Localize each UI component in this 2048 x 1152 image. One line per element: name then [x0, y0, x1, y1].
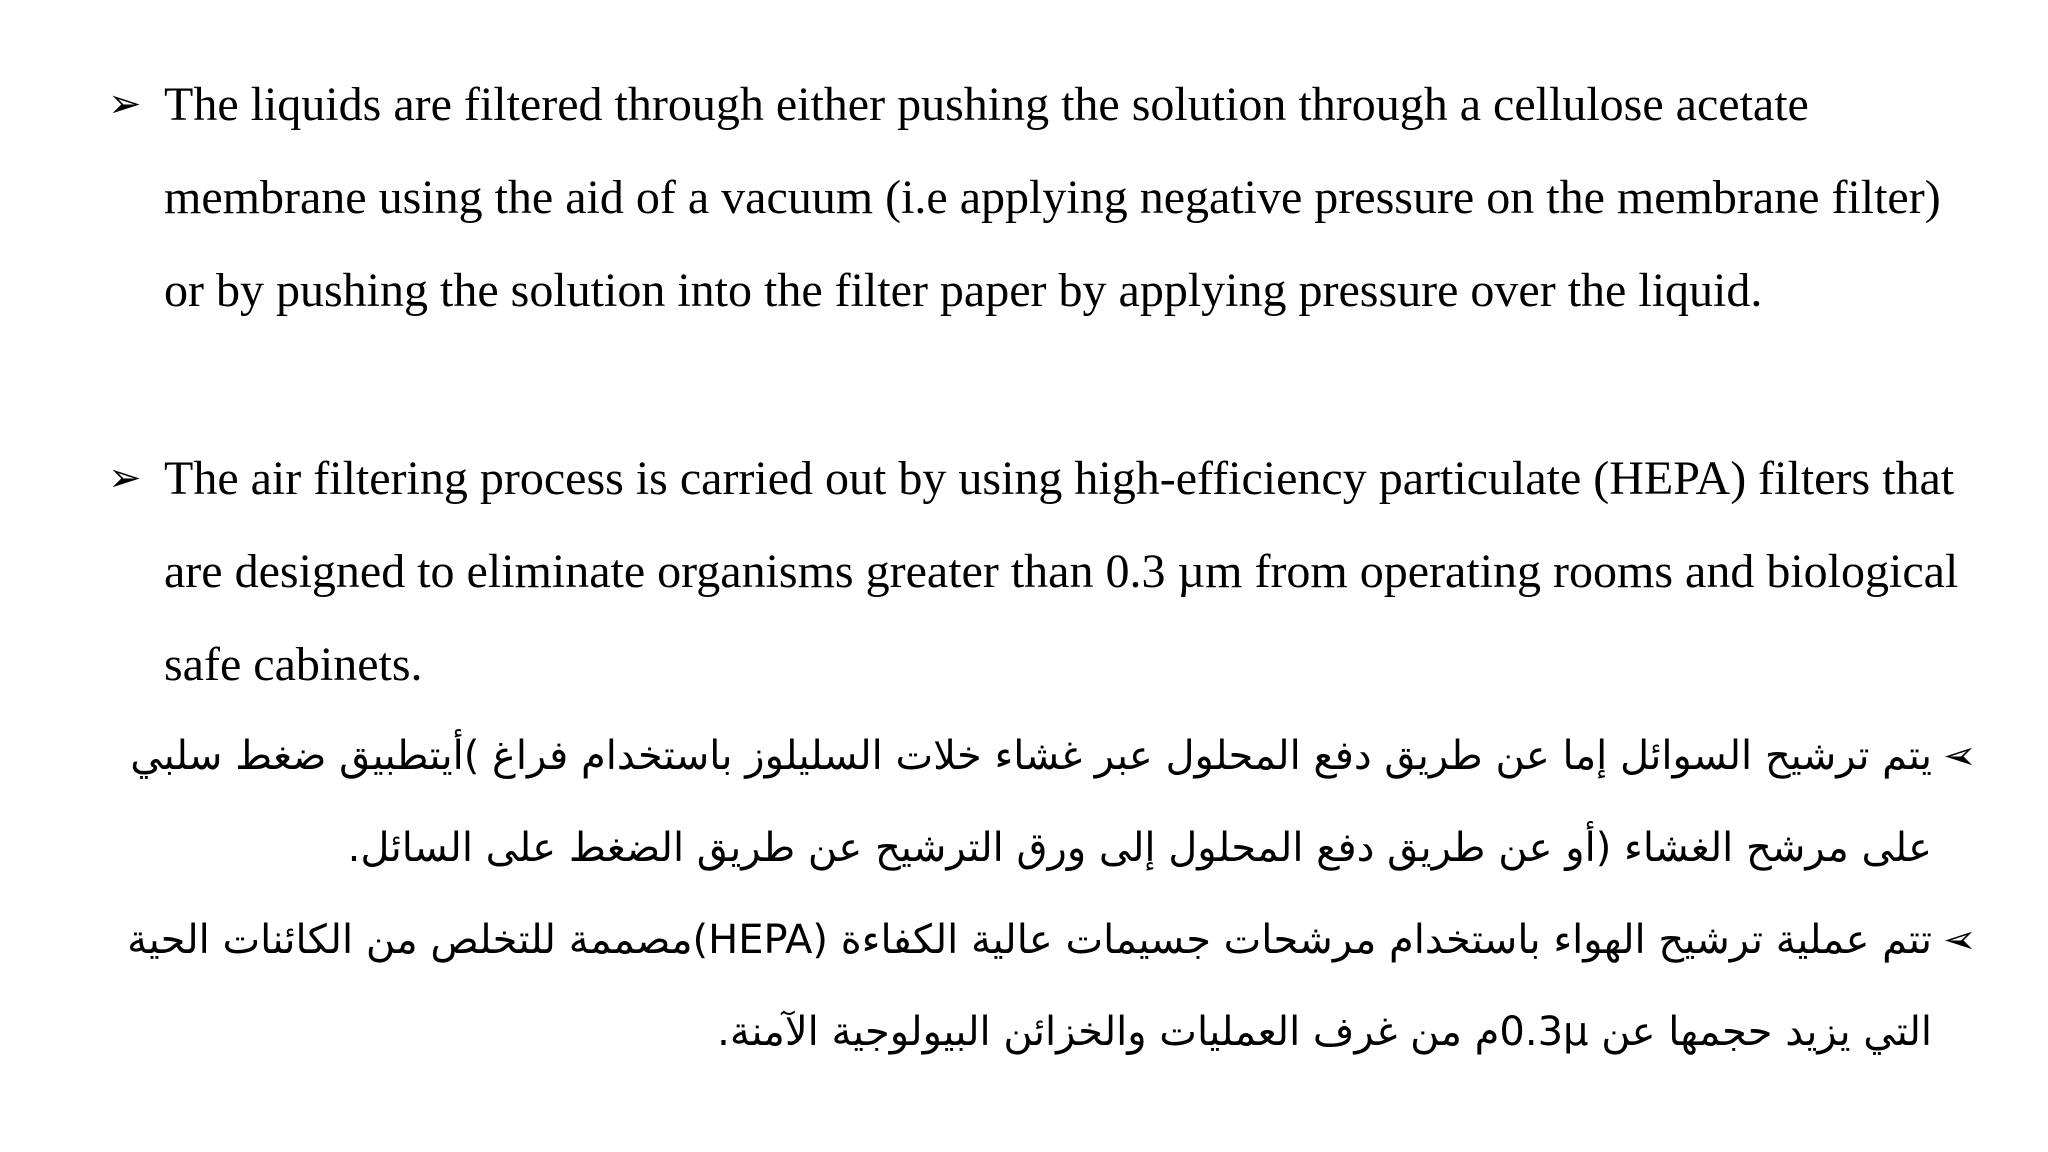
bullet-text: The liquids are filtered through either pushing the solution through a cellulose acetate membrane using the aid of a vacuum (i.e applying negative pressure on the membrane filter) or by pushing the solution into the filter paper by applying pressure over the liquid.	[164, 78, 1941, 317]
bullet-liquid-filtration-en	[108, 58, 1988, 337]
arrow-bullet-icon: ➢	[108, 455, 142, 501]
bullet-text: يتم ترشيح السوائل إما عن طريق دفع المحلول عبر غشاء خلات السليلوز باستخدام فراغ )أيتطبيق ضغط سلبي على مرشح الغشاء (أو عن طريق دفع المحلول إلى ورق الترشيح عن طريق الضغط على السائل.	[130, 733, 1932, 871]
bullet-air-filtration-en	[108, 432, 1988, 711]
bullet-text: The air filtering process is carried out by using high-efficiency particulate (HEPA) filters that are designed to eliminate organisms greater than 0.3 µm from operating rooms and biological safe cabinets.	[164, 452, 1959, 691]
bullet-liquid-filtration-ar	[108, 710, 1988, 894]
arrow-bullet-icon: ➢	[1943, 733, 1977, 779]
arrow-bullet-icon: ➢	[1943, 917, 1977, 963]
bullet-air-filtration-ar	[108, 894, 1988, 1078]
bullet-text: تتم عملية ترشيح الهواء باستخدام مرشحات جسيمات عالية الكفاءة (HEPA)مصممة للتخلص من الكائنات الحية التي يزيد حجمها عن 0.3µم من غرف العمليات والخزائن البيولوجية الآمنة.	[127, 917, 1932, 1055]
arrow-bullet-icon: ➢	[108, 81, 142, 127]
